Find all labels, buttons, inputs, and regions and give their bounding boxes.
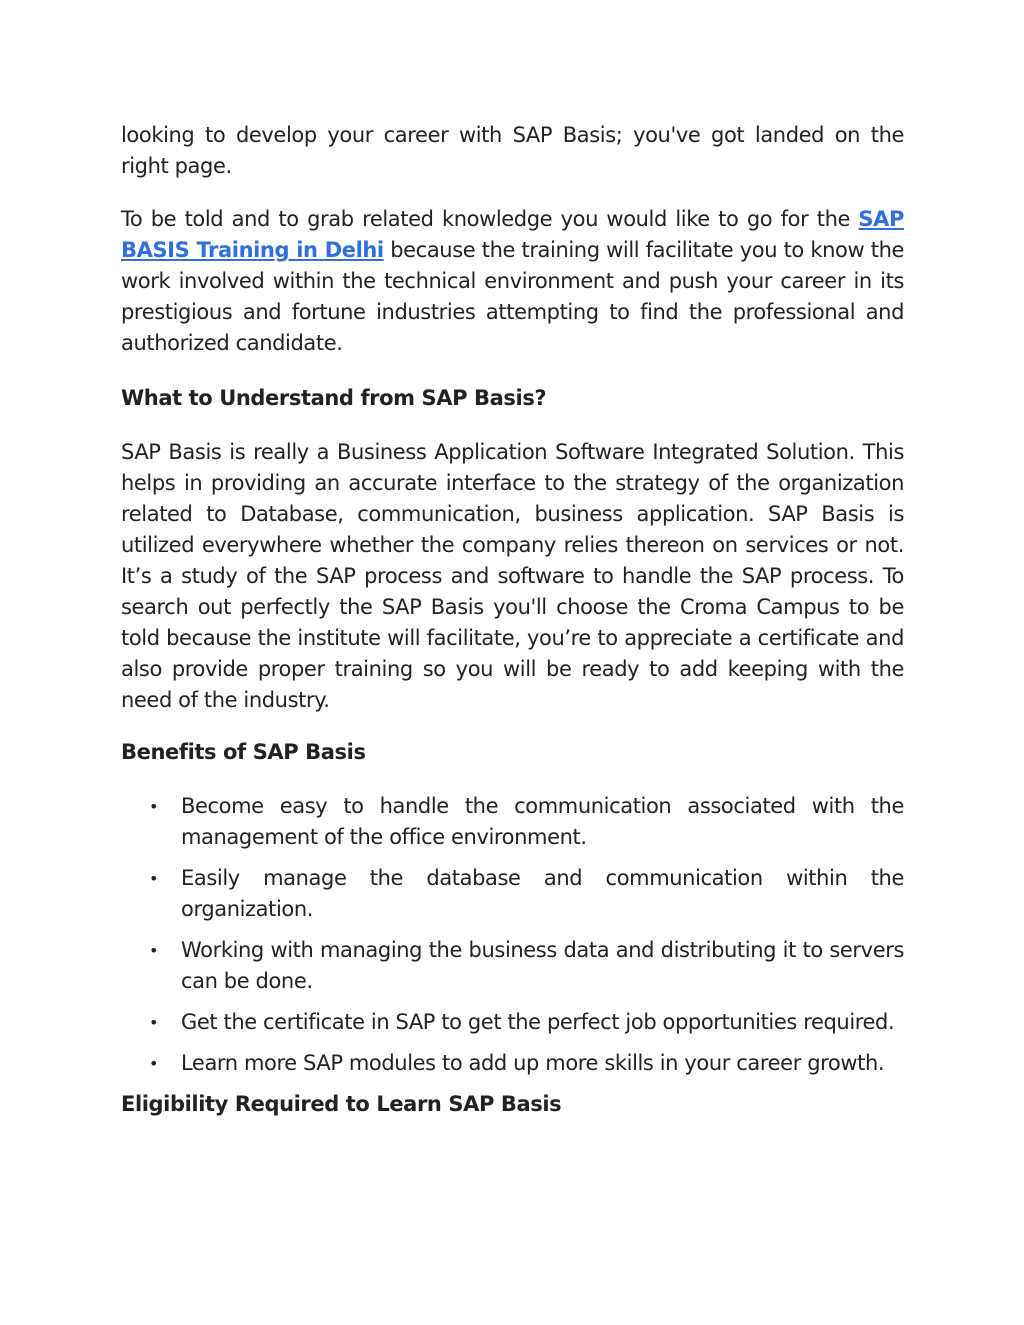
benefits-list (121, 791, 904, 1079)
bullet-icon: • (149, 797, 159, 816)
bullet-icon: • (149, 941, 159, 960)
heading-benefits: Benefits of SAP Basis (121, 740, 366, 764)
training-text-after-link: because the training will facilitate you to know the work involved within the technical environment and push your career in its prestigious and fortune industries attempting to find the professional and authorized candidate. (121, 238, 904, 355)
training-text-before-link: To be told and to grab related knowledge you would like to go for the (121, 207, 859, 231)
list-item (121, 1007, 904, 1038)
bullet-icon: • (149, 1054, 159, 1073)
heading-eligibility: Eligibility Required to Learn SAP Basis (121, 1092, 562, 1116)
heading-understand: What to Understand from SAP Basis? (121, 386, 547, 410)
benefit-text: Learn more SAP modules to add up more skills in your career growth. (181, 1051, 885, 1075)
bullet-icon: • (149, 869, 159, 888)
bullet-icon: • (149, 1013, 159, 1032)
document-page (121, 120, 904, 1120)
benefit-text: Easily manage the database and communication within the organization. (181, 866, 904, 921)
benefit-text: Become easy to handle the communication associated with the management of the office environment. (181, 794, 904, 849)
list-item (121, 935, 904, 997)
list-item (121, 791, 904, 853)
list-item (121, 1048, 904, 1079)
intro-paragraph: looking to develop your career with SAP Basis; you've got landed on the right page. (121, 123, 904, 178)
benefit-text: Working with managing the business data and distributing it to servers can be done. (181, 938, 904, 993)
training-paragraph (121, 204, 904, 359)
sap-basis-training-link[interactable]: SAP BASIS Training in Delhi (121, 207, 904, 262)
benefit-text: Get the certificate in SAP to get the perfect job opportunities required. (181, 1010, 895, 1034)
list-item (121, 863, 904, 925)
understand-paragraph: SAP Basis is really a Business Application Software Integrated Solution. This helps in providing an accurate interface to the strategy of the organization related to Database, communication, business application. SAP Basis is utilized everywhere whether the company relies thereon on services or not. It’s a study of the SAP process and software to handle the SAP process. To search out perfectly the SAP Basis you'll choose the Croma Campus to be told because the institute will facilitate, you’re to appreciate a certificate and also provide proper training so you will be ready to add keeping with the need of the industry. (121, 440, 904, 712)
